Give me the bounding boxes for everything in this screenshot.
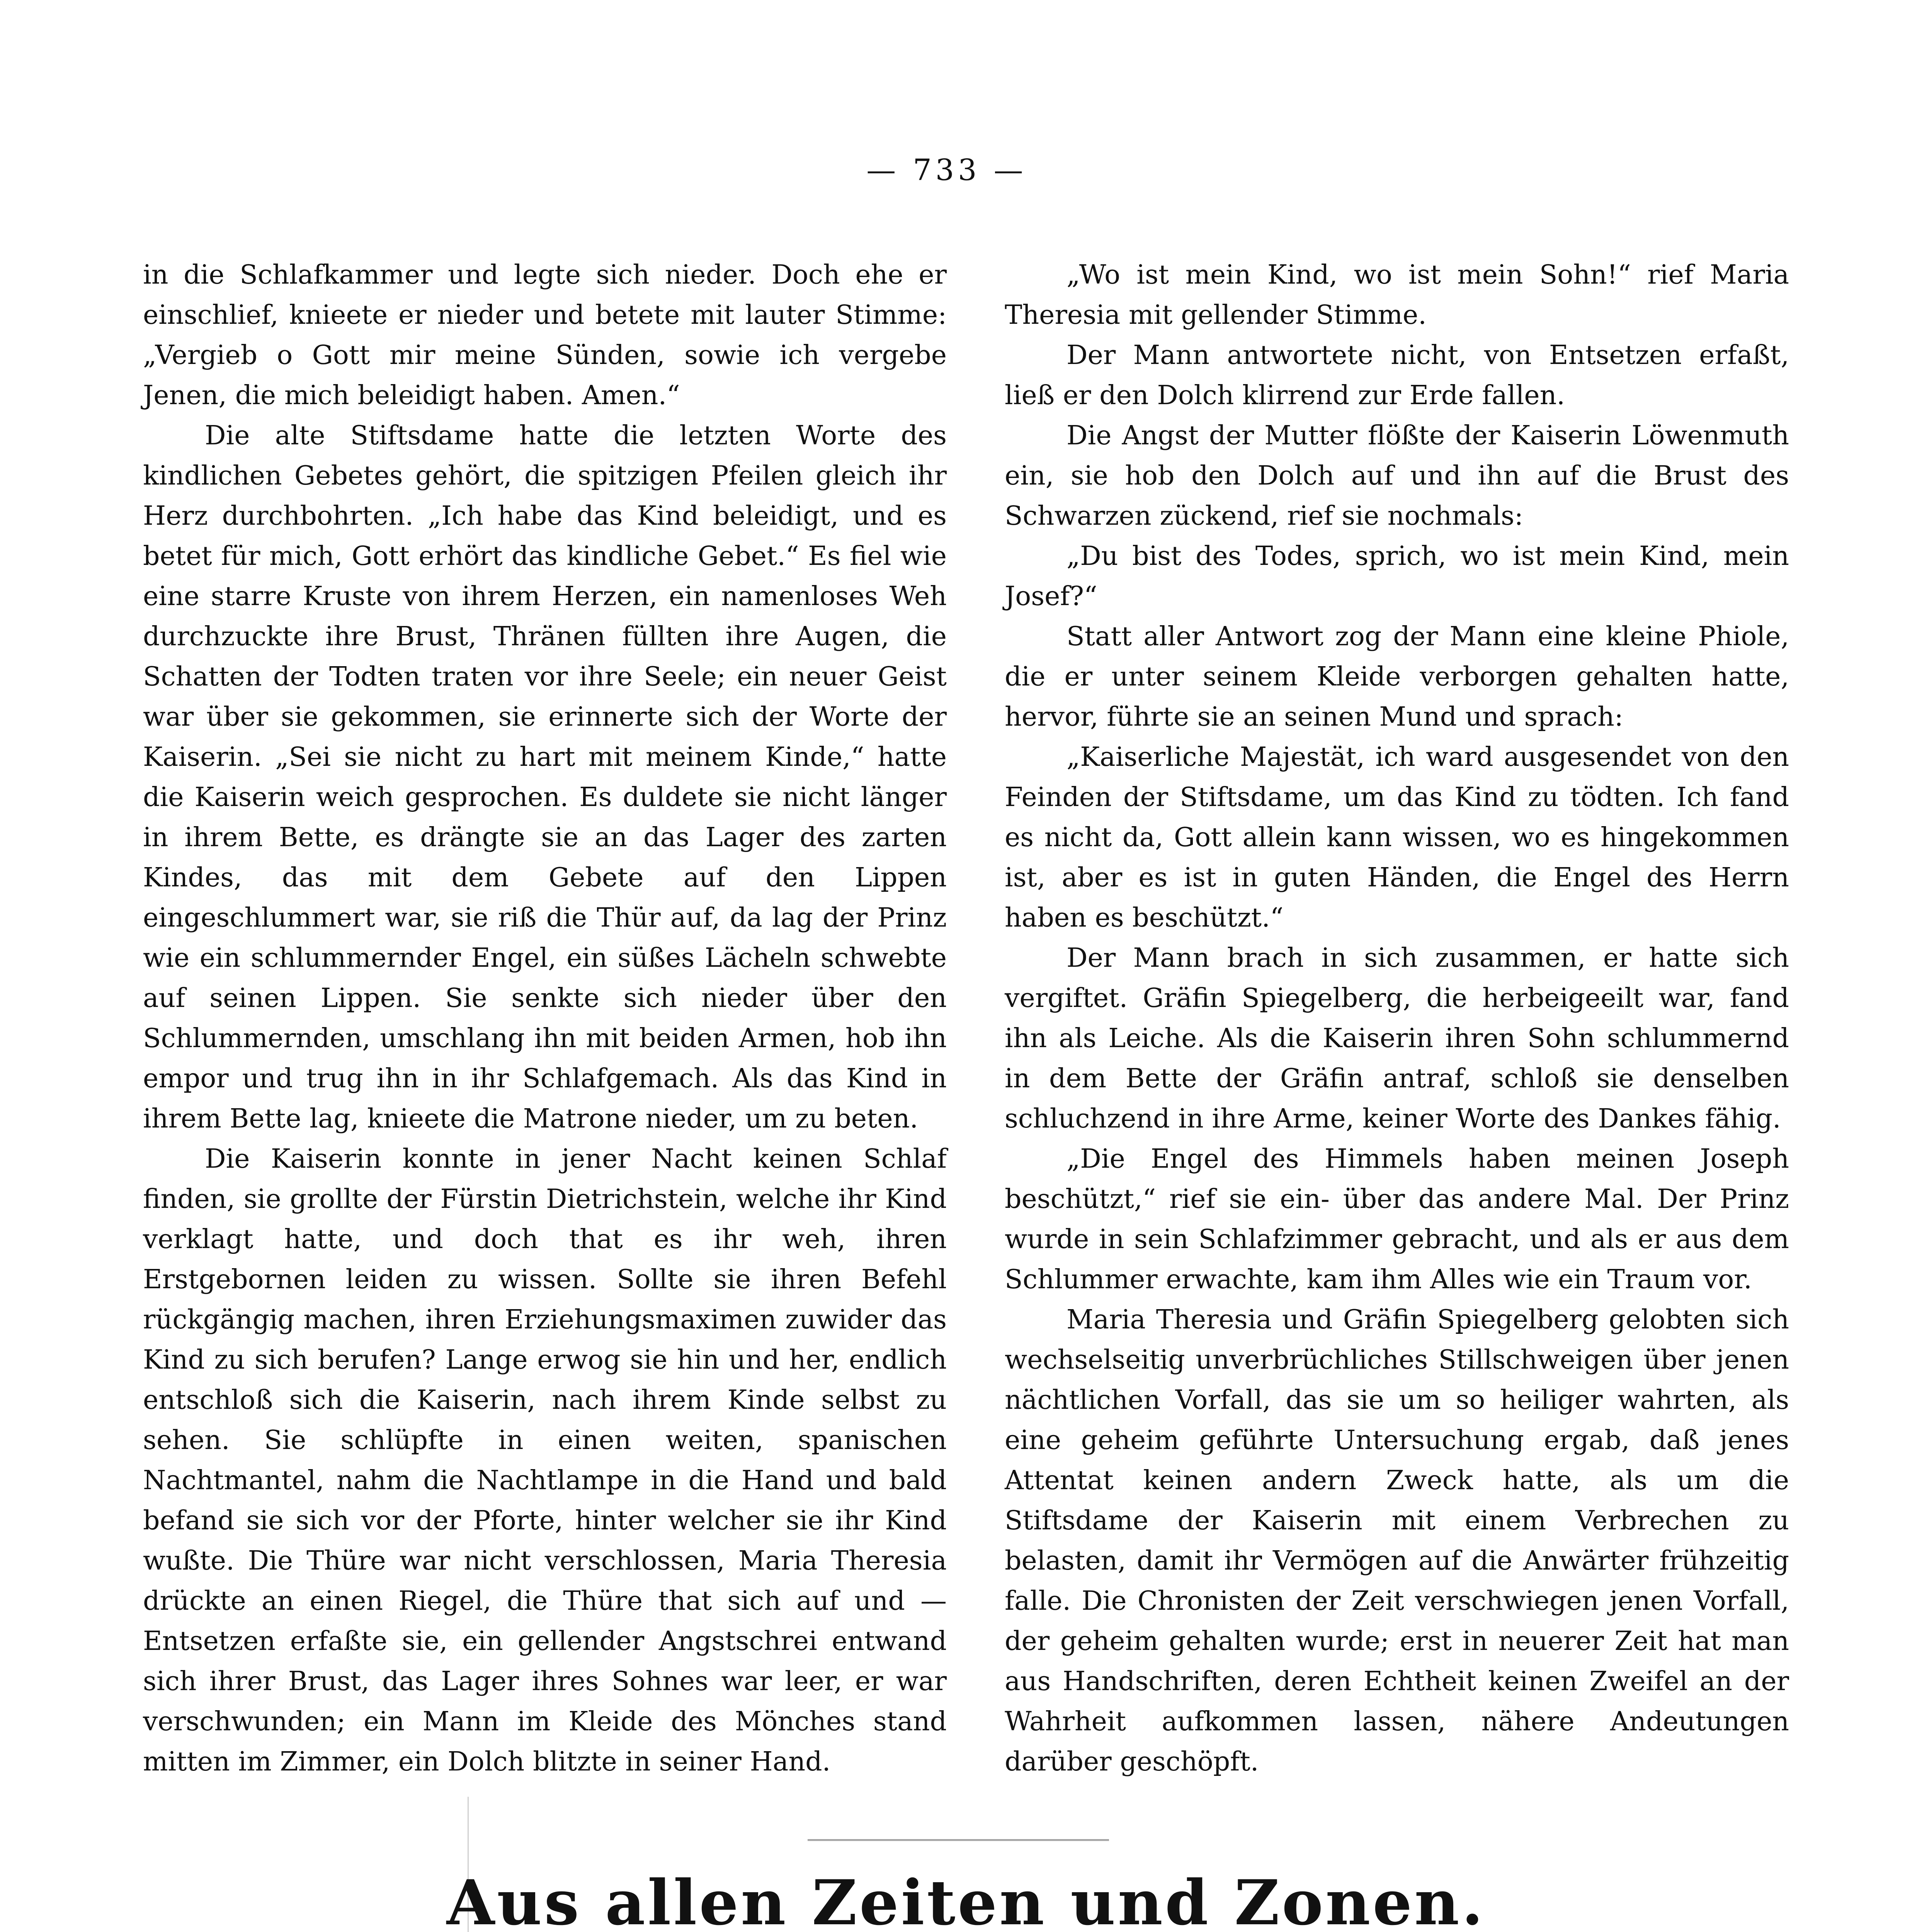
left-column-top [143,255,947,1782]
right-column-top [1005,255,1789,1782]
paragraph: in die Schlafkammer und legte sich nieder. Doch ehe er einschlief, knieete er nieder und betete mit lauter Stimme: „Vergieb o Gott mir meine Sünden, sowie ich vergebe Jenen, die mich beleidigt haben. Amen.“ [143,260,947,411]
paragraph: Maria Theresia und Gräfin Spiegelberg gelobten sich wechselseitig unverbrüchliches Stillschweigen über jenen nächtlichen Vorfall, das sie um so heiliger wahrten, als eine geheim geführte Untersuchung ergab, daß jenes Attentat keinen andern Zweck hatte, als um die Stiftsdame der Kaiserin mit einem Verbrechen zu belasten, damit ihr Vermögen auf die Anwärter frühzeitig falle. Die Chronisten der Zeit verschwiegen jenen Vorfall, der geheim gehalten wurde; erst in neuerer Zeit hat man aus Handschriften, deren Echtheit keinen Zweifel an der Wahrheit aufkommen lassen, nähere Andeutungen darüber geschöpft. [1005,1304,1789,1777]
paragraph: Der Mann antwortete nicht, von Entsetzen erfaßt, ließ er den Dolch klirrend zur Erde fallen. [1005,340,1789,411]
paragraph: „Wo ist mein Kind, wo ist mein Sohn!“ rief Maria Theresia mit gellender Stimme. [1005,260,1789,330]
paragraph: Die alte Stiftsdame hatte die letzten Worte des kindlichen Gebetes gehört, die spitzigen Pfeilen gleich ihr Herz durchbohrten. „Ich habe das Kind beleidigt, und es betet für mich, Gott erhört das kindliche Gebet.“ Es fiel wie eine starre Kruste von ihrem Herzen, ein namenloses Weh durchzuckte ihre Brust, Thränen füllten ihre Augen, die Schatten der Todten traten vor ihre Seele; ein neuer Geist war über sie gekommen, sie erinnerte sich der Worte der Kaiserin. „Sei sie nicht zu hart mit meinem Kinde,“ hatte die Kaiserin weich gesprochen. Es duldete sie nicht länger in ihrem Bette, es drängte sie an das Lager des zarten Kindes, das mit dem Gebete auf den Lippen eingeschlummert war, sie riß die Thür auf, da lag der Prinz wie ein schlummernder Engel, ein süßes Lächeln schwebte auf seinen Lippen. Sie senkte sich nieder über den Schlummernden, umschlang ihn mit beiden Armen, hob ihn empor und trug ihn in ihr Schlafgemach. Als das Kind in ihrem Bette lag, knieete die Matrone nieder, um zu beten. [143,420,947,1134]
section-title: Aus allen Zeiten und Zonen. [446,1866,1486,1932]
paragraph: „Du bist des Todes, sprich, wo ist mein Kind, mein Josef?“ [1005,541,1789,612]
paragraph: Der Mann brach in sich zusammen, er hatte sich vergiftet. Gräfin Spiegelberg, die herbeigeeilt war, fand ihn als Leiche. Als die Kaiserin ihren Sohn schlummernd in dem Bette der Gräfin antraf, schloß sie denselben schluchzend in ihre Arme, keiner Worte des Dankes fähig. [1005,943,1789,1134]
paragraph: Die Angst der Mutter flößte der Kaiserin Löwenmuth ein, sie hob den Dolch auf und ihn auf die Brust des Schwarzen zückend, rief sie nochmals: [1005,420,1789,531]
paragraph: „Die Engel des Himmels haben meinen Joseph beschützt,“ rief sie ein- über das andere Mal. Der Prinz wurde in sein Schlafzimmer gebracht, und als er aus dem Schlummer erwachte, kam ihm Alles wie ein Traum vor. [1005,1144,1789,1295]
ornamental-rule-top [808,1839,1109,1849]
paragraph: Die Kaiserin konnte in jener Nacht keinen Schlaf finden, sie grollte der Fürstin Dietrichstein, welche ihr Kind verklagt hatte, und doch that es ihr weh, ihren Erstgebornen leiden zu wissen. Sollte sie ihren Befehl rückgängig machen, ihren Erziehungsmaximen zuwider das Kind zu sich berufen? Lange erwog sie hin und her, endlich entschloß sich die Kaiserin, nach ihrem Kinde selbst zu sehen. Sie schlüpfte in einen weiten, spanischen Nachtmantel, nahm die Nachtlampe in die Hand und bald befand sie sich vor der Pforte, hinter welcher sie ihr Kind wußte. Die Thüre war nicht verschlossen, Maria Theresia drückte an einen Riegel, die Thüre that sich auf und — Entsetzen erfaßte sie, ein gellender Angstschrei entwand sich ihrer Brust, das Lager ihres Sohnes war leer, er war verschwunden; ein Mann im Kleide des Mönches stand mitten im Zimmer, ein Dolch blitzte in seiner Hand. [143,1144,947,1777]
paragraph: „Kaiserliche Majestät, ich ward ausgesendet von den Feinden der Stiftsdame, um das Kind zu tödten. Ich fand es nicht da, Gott allein kann wissen, wo es hingekommen ist, aber es ist in guten Händen, die Engel des Herrn haben es beschützt.“ [1005,742,1789,933]
page-number: — 733 — [866,153,1027,187]
paragraph: Statt aller Antwort zog der Mann eine kleine Phiole, die er unter seinem Kleide verborgen gehalten hatte, hervor, führte sie an seinen Mund und sprach: [1005,621,1789,732]
